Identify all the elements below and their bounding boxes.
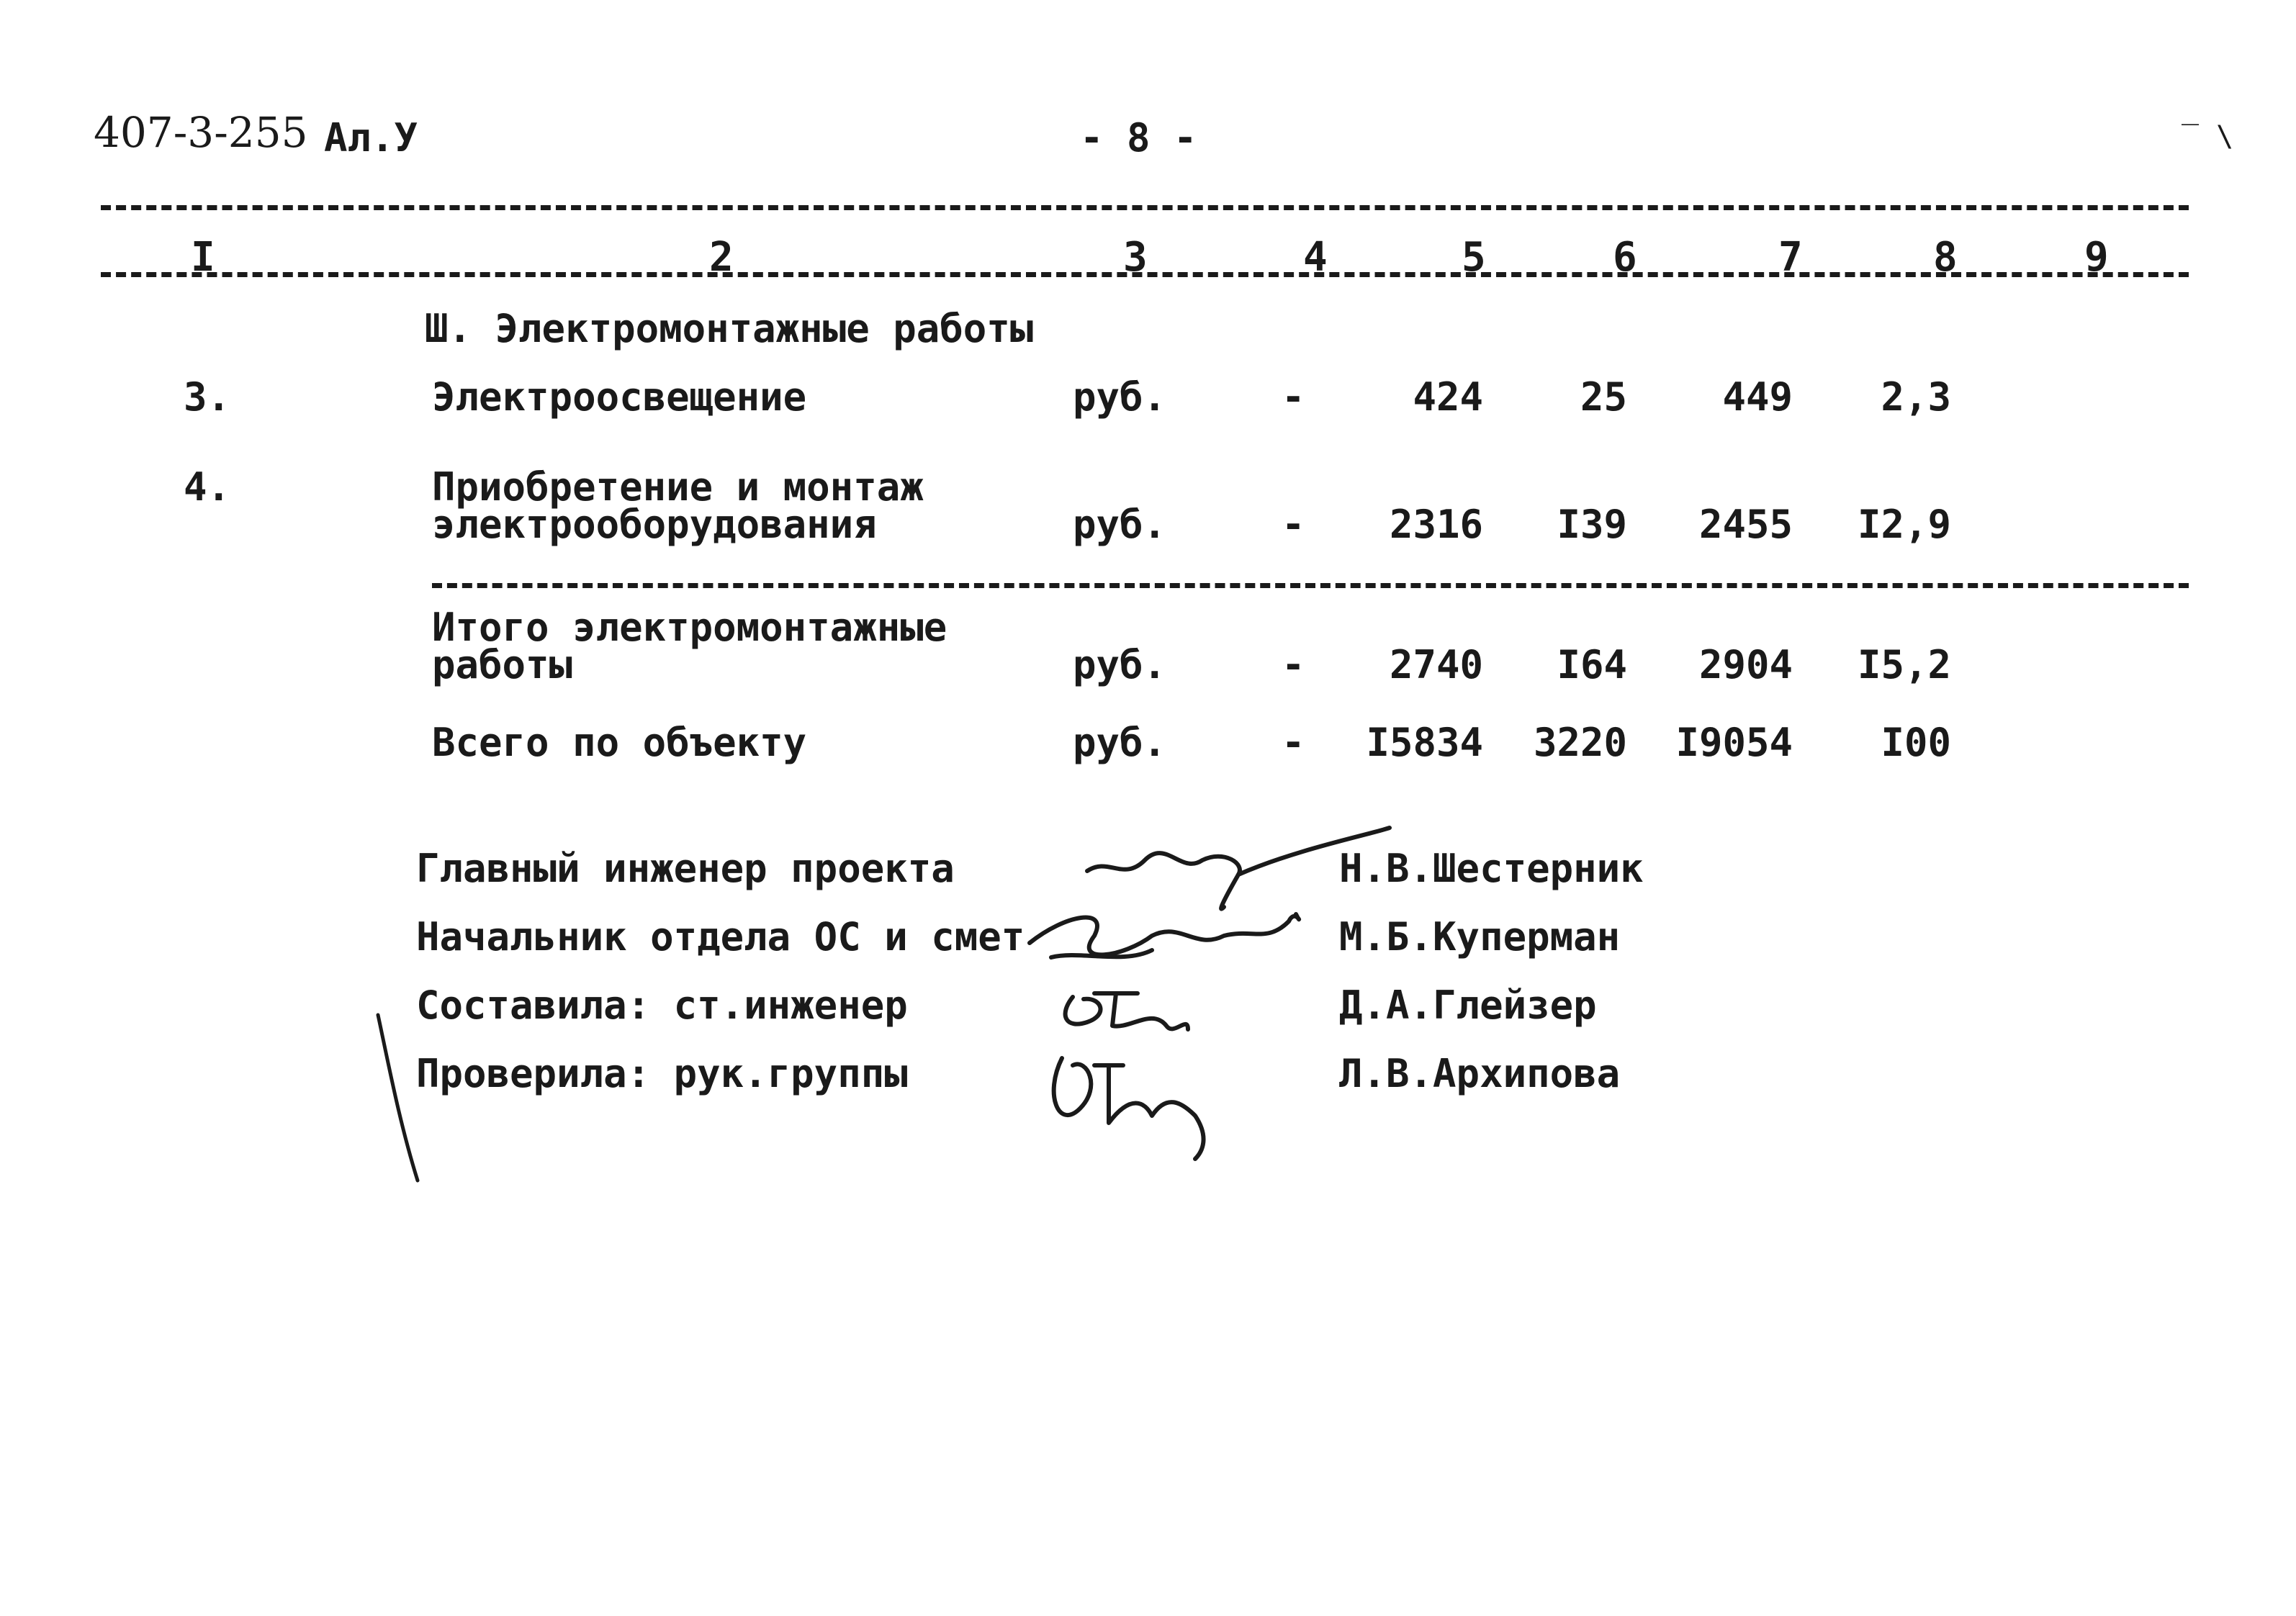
signature-3 — [1066, 993, 1188, 1029]
row-value-col6: I64 — [1557, 642, 1627, 687]
row-name-line: Итого электромонтажные — [432, 605, 947, 650]
row-unit: руб. — [1073, 374, 1167, 420]
row-number: 3. — [184, 374, 231, 420]
column-number-4: 4 — [1303, 234, 1328, 281]
row-unit: руб. — [1073, 502, 1167, 547]
row-value-col6: 3220 — [1533, 720, 1627, 765]
signature-4 — [1054, 1058, 1204, 1159]
row-value-col7: 2455 — [1698, 502, 1793, 547]
row-value-col6: I39 — [1557, 502, 1627, 547]
margin-mark — [378, 1015, 418, 1181]
row-value-col8: I2,9 — [1857, 502, 1951, 547]
row-number: 4. — [184, 464, 231, 510]
column-number-8: 8 — [1933, 234, 1958, 281]
row-value-col6: 25 — [1580, 374, 1627, 420]
row-col4: - — [1282, 374, 1305, 420]
row-value-col7: I9054 — [1675, 720, 1793, 765]
row-unit: руб. — [1073, 642, 1167, 687]
signatory-name: Д.А.Глейзер — [1339, 983, 1597, 1028]
column-number-9: 9 — [2084, 234, 2109, 281]
signatory-role: Главный инженер проекта — [416, 846, 955, 891]
document-code: 407-3-255 — [94, 108, 308, 157]
signatory-name: Н.В.Шестерник — [1339, 846, 1644, 891]
row-unit: руб. — [1073, 720, 1167, 765]
column-number-3: 3 — [1123, 234, 1148, 281]
signatory-name: М.Б.Куперман — [1339, 914, 1621, 960]
sheet-label: Ал.У — [324, 115, 418, 161]
column-number-7: 7 — [1778, 234, 1803, 281]
row-value-col5: I5834 — [1366, 720, 1483, 765]
row-value-col7: 449 — [1722, 374, 1793, 420]
page-number: - 8 - — [1080, 115, 1197, 161]
row-col4: - — [1282, 720, 1305, 765]
row-value-col8: I5,2 — [1857, 642, 1951, 687]
signatory-role: Проверила: рук.группы — [416, 1051, 908, 1096]
row-name-line: Приобретение и монтаж — [432, 464, 924, 510]
row-name-line: Электроосвещение — [432, 374, 807, 420]
row-value-col5: 2740 — [1389, 642, 1483, 687]
row-value-col5: 2316 — [1389, 502, 1483, 547]
section-title: Ш. Электромонтажные работы — [425, 306, 1034, 351]
row-col4: - — [1282, 502, 1305, 547]
row-value-col5: 424 — [1413, 374, 1483, 420]
signature-2 — [1030, 914, 1299, 954]
row-name-line: Всего по объекту — [432, 720, 807, 765]
signatory-name: Л.В.Архипова — [1339, 1051, 1621, 1096]
row-col4: - — [1282, 642, 1305, 687]
column-number-5: 5 — [1462, 234, 1486, 281]
column-number-2: 2 — [709, 234, 734, 281]
row-value-col8: 2,3 — [1881, 374, 1951, 420]
corner-mark: ‾ \ — [2182, 120, 2234, 153]
column-number-6: 6 — [1613, 234, 1637, 281]
row-value-col7: 2904 — [1698, 642, 1793, 687]
signature-1 — [1087, 828, 1390, 875]
column-number-1: I — [191, 234, 215, 281]
row-value-col8: I00 — [1881, 720, 1951, 765]
signatory-role: Начальник отдела ОС и смет — [416, 914, 1025, 960]
row-name-line: электрооборудования — [432, 502, 877, 547]
row-name-line: работы — [432, 642, 573, 687]
signatory-role: Составила: ст.инженер — [416, 983, 908, 1028]
